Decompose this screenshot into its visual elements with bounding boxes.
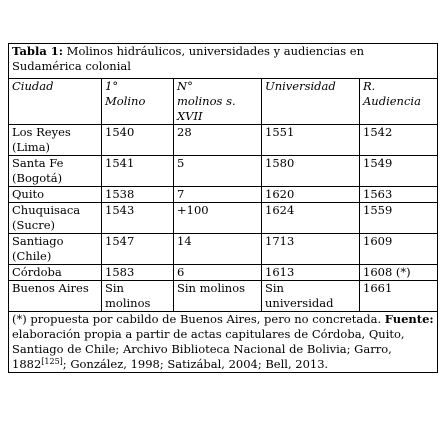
table-cell: 28 [174,125,262,156]
table-cell: Sin molinos [174,281,262,312]
table-row [9,265,438,281]
table-cell: Los Reyes (Lima) [9,125,102,156]
header-cell [102,79,174,125]
table-cell: 1624 [262,203,360,234]
table-cell: +100 [174,203,262,234]
table-cell: 1549 [360,156,438,187]
header-text: Ciudad [12,79,54,93]
citation-ref: [125] [41,357,63,366]
table-cell: 1551 [262,125,360,156]
table-row [9,203,438,234]
table-body [9,125,438,312]
table-caption-row [9,44,438,79]
table-row [9,234,438,265]
header-text: Universidad [265,79,336,93]
table-cell: 1541 [102,156,174,187]
table-cell: 1563 [360,187,438,203]
source-label: Fuente: [384,312,434,326]
table-cell: 6 [174,265,262,281]
table-cell: 1543 [102,203,174,234]
caption-label: Tabla 1: [12,44,64,58]
table-cell: Sin molinos [102,281,174,312]
table-cell: Buenos Aires [9,281,102,312]
source-text: elaboración propia a partir de actas capitulares de Córdoba, Quito, Santiago de Chile; Archivo Biblioteca Nacional de Bolivia; Garro, 1882 [12,327,405,371]
header-text: Audiencia [363,94,421,108]
header-text: N° [177,79,193,93]
table-cell: Córdoba [9,265,102,281]
table-row [9,125,438,156]
table-cell: Santiago (Chile) [9,234,102,265]
table-caption [9,44,438,79]
table-cell: 14 [174,234,262,265]
table-cell: 1608 (*) [360,265,438,281]
header-cell [262,79,360,125]
table-footnote [9,312,438,373]
header-cell [360,79,438,125]
table-cell: 1580 [262,156,360,187]
table-row [9,187,438,203]
source-end: ; González, 1998; Satizábal, 2004; Bell, 2013. [62,357,329,371]
table-cell: 5 [174,156,262,187]
table-cell: Chuquisaca (Sucre) [9,203,102,234]
caption-text: Molinos hidráulicos, universidades y audiencias en Sudamérica colonial [12,44,364,73]
table-cell: Santa Fe (Bogotá) [9,156,102,187]
header-text: Molino [105,94,146,108]
table-cell: 1609 [360,234,438,265]
table-cell: 1583 [102,265,174,281]
table-cell: 7 [174,187,262,203]
header-text: 1° [105,79,119,93]
table-cell: 1542 [360,125,438,156]
table-cell: 1547 [102,234,174,265]
table-cell: 1620 [262,187,360,203]
table-footnote-row [9,312,438,373]
table-row [9,281,438,312]
table-cell: 1661 [360,281,438,312]
table-cell: 1538 [102,187,174,203]
mills-universities-table [8,43,438,373]
footnote-note: (*) propuesta por cabildo de Buenos Aires, pero no concretada. [12,312,385,326]
table-row [9,156,438,187]
header-cell [174,79,262,125]
table-cell: 1540 [102,125,174,156]
header-text: molinos s. [177,94,236,108]
header-cell [9,79,102,125]
table-header-row [9,79,438,125]
table-cell: 1559 [360,203,438,234]
table-cell: Quito [9,187,102,203]
table-cell: Sin universidad [262,281,360,312]
header-text: R. [363,79,376,93]
table-cell: 1713 [262,234,360,265]
header-text: XVII [177,109,203,123]
table-cell: 1613 [262,265,360,281]
